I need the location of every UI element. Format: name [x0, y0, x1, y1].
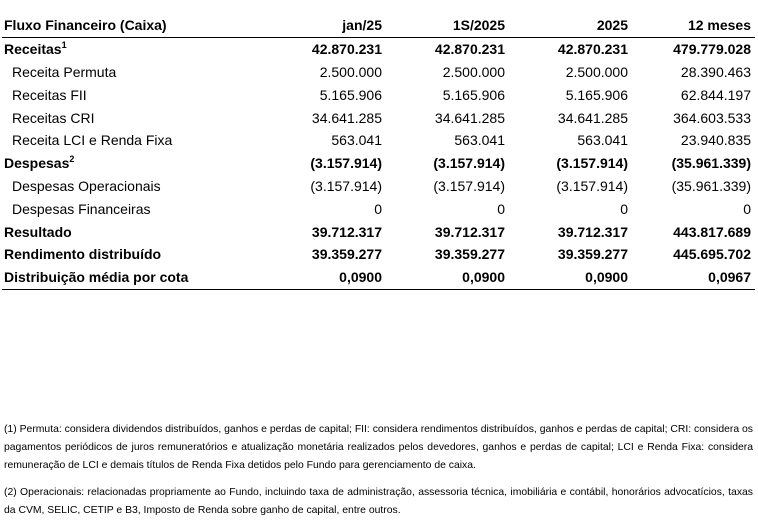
table-cell: 2.500.000: [442, 63, 505, 80]
row-label: [2, 152, 263, 175]
row-label: Receitas CRI: [12, 109, 95, 126]
footnote-marker: 1: [61, 39, 67, 50]
row-label: Rendimento distribuído: [4, 246, 162, 263]
table-cell: 443.817.689: [673, 223, 751, 240]
table-cell: (3.157.914): [556, 177, 628, 194]
table-cell: (35.961.339): [671, 155, 751, 172]
table-cell: 0: [497, 200, 505, 217]
table-cell: 34.641.285: [557, 109, 628, 126]
row-label: [2, 37, 263, 60]
table-cell: 2.500.000: [319, 63, 382, 80]
row-label: Despesas Financeiras: [12, 200, 151, 217]
table-cell: 445.695.702: [673, 246, 751, 263]
table-row-despesas: [2, 152, 755, 175]
table-row: [2, 197, 755, 220]
table-cell: (3.157.914): [310, 177, 382, 194]
table-cell: 0,0900: [386, 266, 509, 289]
table-cell: 0: [374, 200, 382, 217]
table-cell: 563.041: [454, 132, 505, 149]
footnote-1: (1) Permuta: considera dividendos distribuídos, ganhos e perdas de capital; FII: considera rendimentos distribuídos, ganhos e perdas de capital; CRI: considera os pagamentos periódicos de juros remuneratórios e atualização monetária realizados pelos devedores, ganhos e perdas de capital; LCI e Renda Fixa: considera remuneração de LCI e demais títulos de Renda Fixa detidos pelo Fundo para gerenciamento de caixa.: [4, 424, 753, 471]
row-label: Receitas FII: [12, 86, 87, 103]
table-cell: 42.870.231: [557, 41, 628, 58]
footnote-marker: 2: [69, 153, 75, 164]
column-header: 1S/2025: [386, 14, 509, 37]
row-label-text: Receitas: [4, 41, 62, 58]
table-cell: 23.940.835: [680, 132, 751, 149]
table-cell: 0: [743, 200, 751, 217]
table-cell: 39.359.277: [311, 246, 382, 263]
table-cell: 34.641.285: [311, 109, 382, 126]
table-title: Fluxo Financeiro (Caixa): [2, 14, 263, 37]
table-cell: 39.712.317: [557, 223, 628, 240]
table-cell: 5.165.906: [442, 86, 505, 103]
table-cell: 42.870.231: [434, 41, 505, 58]
table-cell: 0: [620, 200, 628, 217]
table-cell: 563.041: [577, 132, 628, 149]
table-cell: 39.359.277: [557, 246, 628, 263]
row-label: Distribuição média por cota: [2, 266, 263, 289]
table-row-rendimento: [2, 243, 755, 266]
table-row-resultado: [2, 220, 755, 243]
table-cell: (3.157.914): [310, 155, 382, 172]
column-header: 2025: [509, 14, 632, 37]
table-cell: 364.603.533: [673, 109, 751, 126]
column-header: 12 meses: [632, 14, 755, 37]
column-header: jan/25: [263, 14, 386, 37]
table-cell: 62.844.197: [680, 86, 751, 103]
table-cell: 0,0900: [263, 266, 386, 289]
table-row: [2, 61, 755, 84]
table-cell: (3.157.914): [433, 177, 505, 194]
table-cell: 5.165.906: [565, 86, 628, 103]
table-row: [2, 175, 755, 198]
table-row: [2, 129, 755, 152]
row-label: Despesas Operacionais: [12, 177, 161, 194]
table-cell: (35.961.339): [671, 177, 751, 194]
table-cell: 2.500.000: [565, 63, 628, 80]
row-label: Resultado: [4, 223, 72, 240]
table-header-row: [2, 14, 755, 37]
table-cell: 0,0900: [509, 266, 632, 289]
table-cell: 42.870.231: [311, 41, 382, 58]
table-cell: 34.641.285: [434, 109, 505, 126]
table-row-receitas: [2, 37, 755, 60]
table-cell: 39.359.277: [434, 246, 505, 263]
table-cell: 39.712.317: [311, 223, 382, 240]
table-cell: (3.157.914): [556, 155, 628, 172]
row-label: Receita Permuta: [12, 63, 117, 80]
table-cell: (3.157.914): [433, 155, 505, 172]
table-row: [2, 106, 755, 129]
table-cell: 39.712.317: [434, 223, 505, 240]
footnote-2: (2) Operacionais: relacionadas propriamente ao Fundo, incluindo taxa de administração, assessoria técnica, imobiliária e contábil, honorários advocatícios, taxas da CVM, SELIC, CETIP e B3, Imposto de Renda sobre ganho de capital, entre outros.: [4, 487, 753, 516]
cash-flow-table: [2, 14, 755, 290]
table-cell: 28.390.463: [680, 63, 751, 80]
table-row-distribuicao: [2, 266, 755, 289]
table-cell: 0,0967: [632, 266, 755, 289]
table-cell: 5.165.906: [319, 86, 382, 103]
row-label-text: Despesas: [4, 155, 70, 172]
table-cell: 563.041: [331, 132, 382, 149]
row-label: Receita LCI e Renda Fixa: [12, 132, 173, 149]
table-cell: 479.779.028: [673, 41, 751, 58]
table-row: [2, 83, 755, 106]
